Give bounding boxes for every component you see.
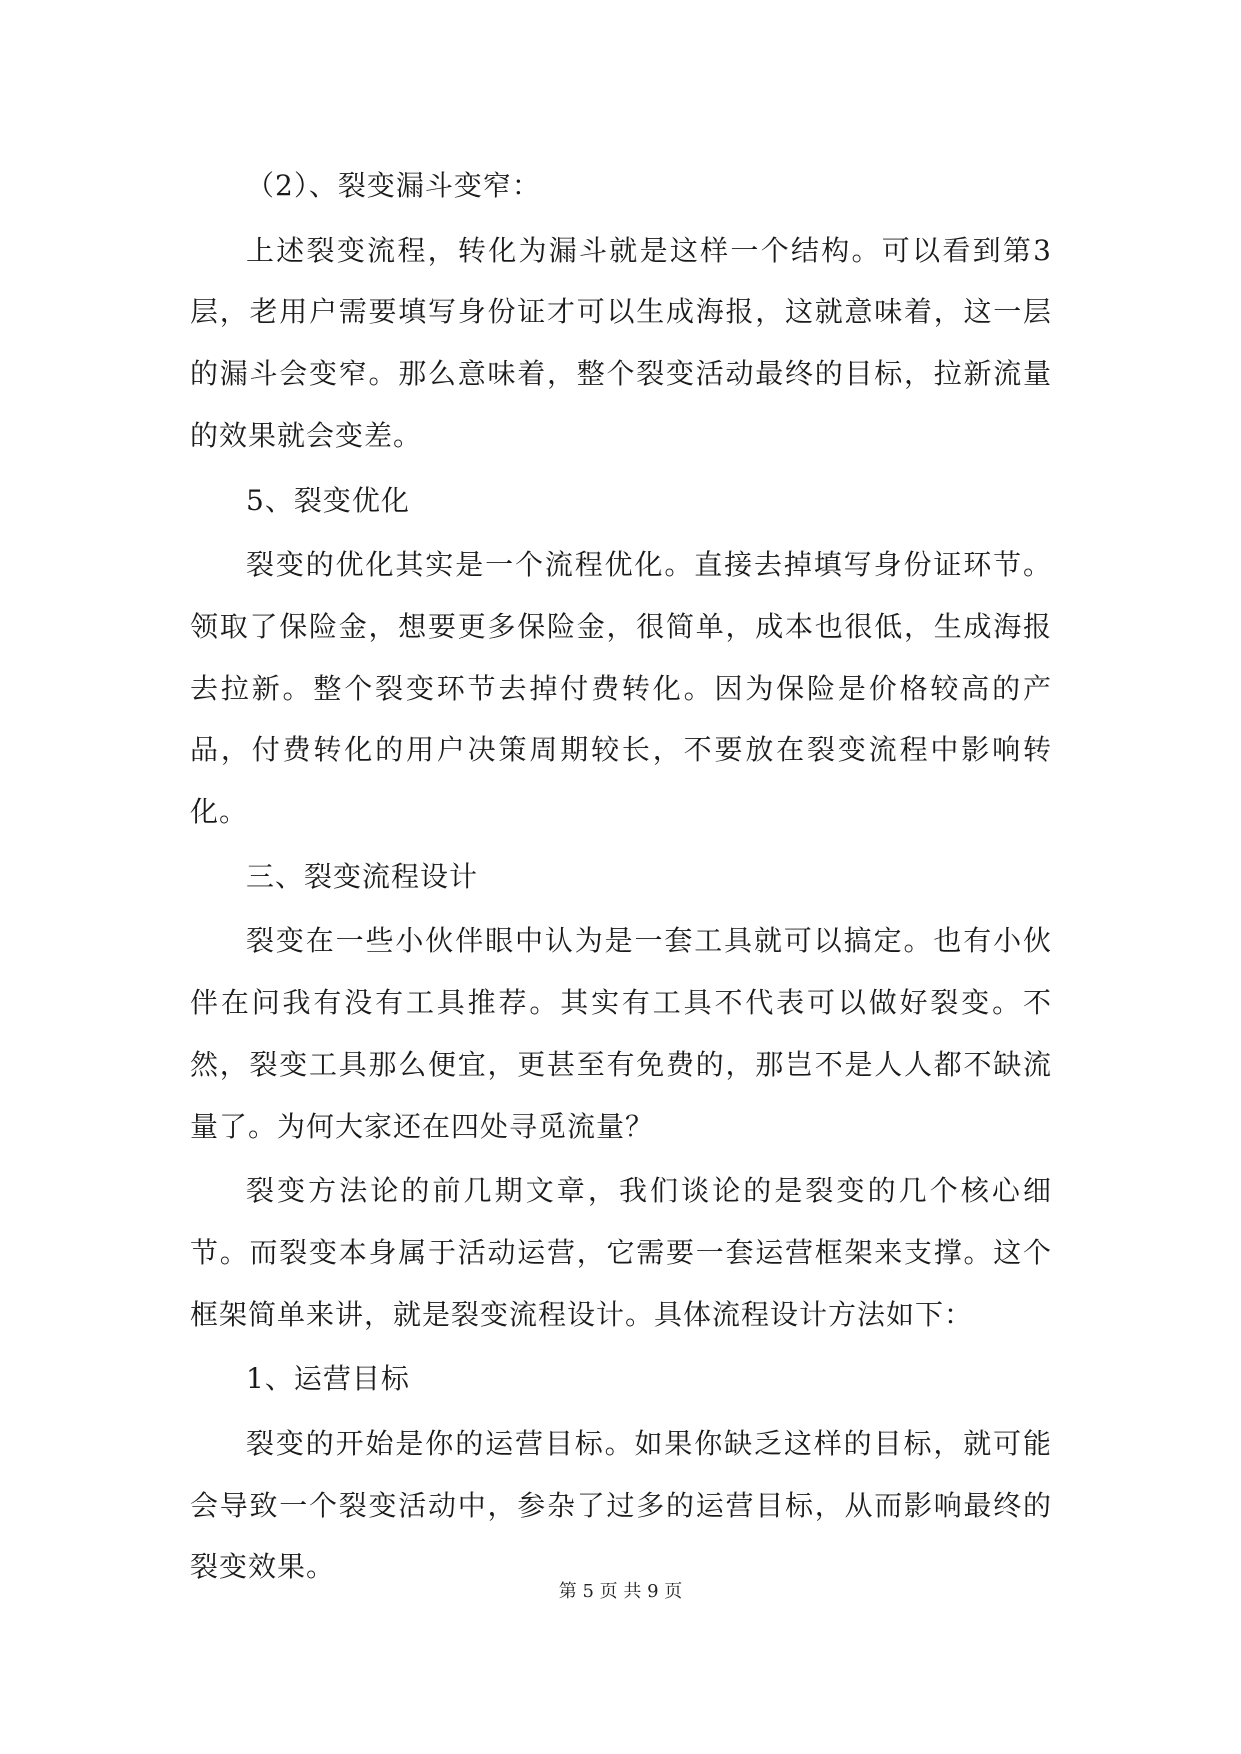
paragraph-operation-goal: 裂变的开始是你的运营目标。如果你缺乏这样的目标，就可能会导致一个裂变活动中，参杂了过多的运营目标，从而影响最终的裂变效果。 (190, 1427, 1052, 1584)
paragraph-optimization: 裂变的优化其实是一个流程优化。直接去掉填写身份证环节。领取了保险金，想要更多保险金，很简单，成本也很低，生成海报去拉新。整个裂变环节去掉付费转化。因为保险是价格较高的产品，付费转化的用户决策周期较长，不要放在裂变流程中影响转化。 (190, 548, 1052, 829)
document-body (190, 155, 1052, 1601)
subheading-funnel-narrowing: （2）、裂变漏斗变窄： (246, 169, 541, 202)
subheading-fission-optimization: 5、裂变优化 (246, 483, 410, 517)
paragraph-funnel-description: 上述裂变流程，转化为漏斗就是这样一个结构。可以看到第3层，老用户需要填写身份证才可以生成海报，这就意味着，这一层的漏斗会变窄。那么意味着，整个裂变活动最终的目标，拉新流量的效果就会变差。 (190, 233, 1052, 452)
paragraph-methodology: 裂变方法论的前几期文章，我们谈论的是裂变的几个核心细节。而裂变本身属于活动运营，它需要一套运营框架来支撑。这个框架简单来讲，就是裂变流程设计。具体流程设计方法如下： (190, 1174, 1052, 1331)
page-number-footer: 第 5 页 共 9 页 (558, 1581, 683, 1602)
section-heading-process-design: 三、裂变流程设计 (246, 859, 479, 893)
paragraph-tools: 裂变在一些小伙伴眼中认为是一套工具就可以搞定。也有小伙伴在问我有没有工具推荐。其实有工具不代表可以做好裂变。不然，裂变工具那么便宜，更甚至有免费的，那岂不是人人都不缺流量了。为何大家还在四处寻觅流量？ (190, 924, 1052, 1143)
subheading-operation-goal: 1、运营目标 (246, 1362, 410, 1396)
